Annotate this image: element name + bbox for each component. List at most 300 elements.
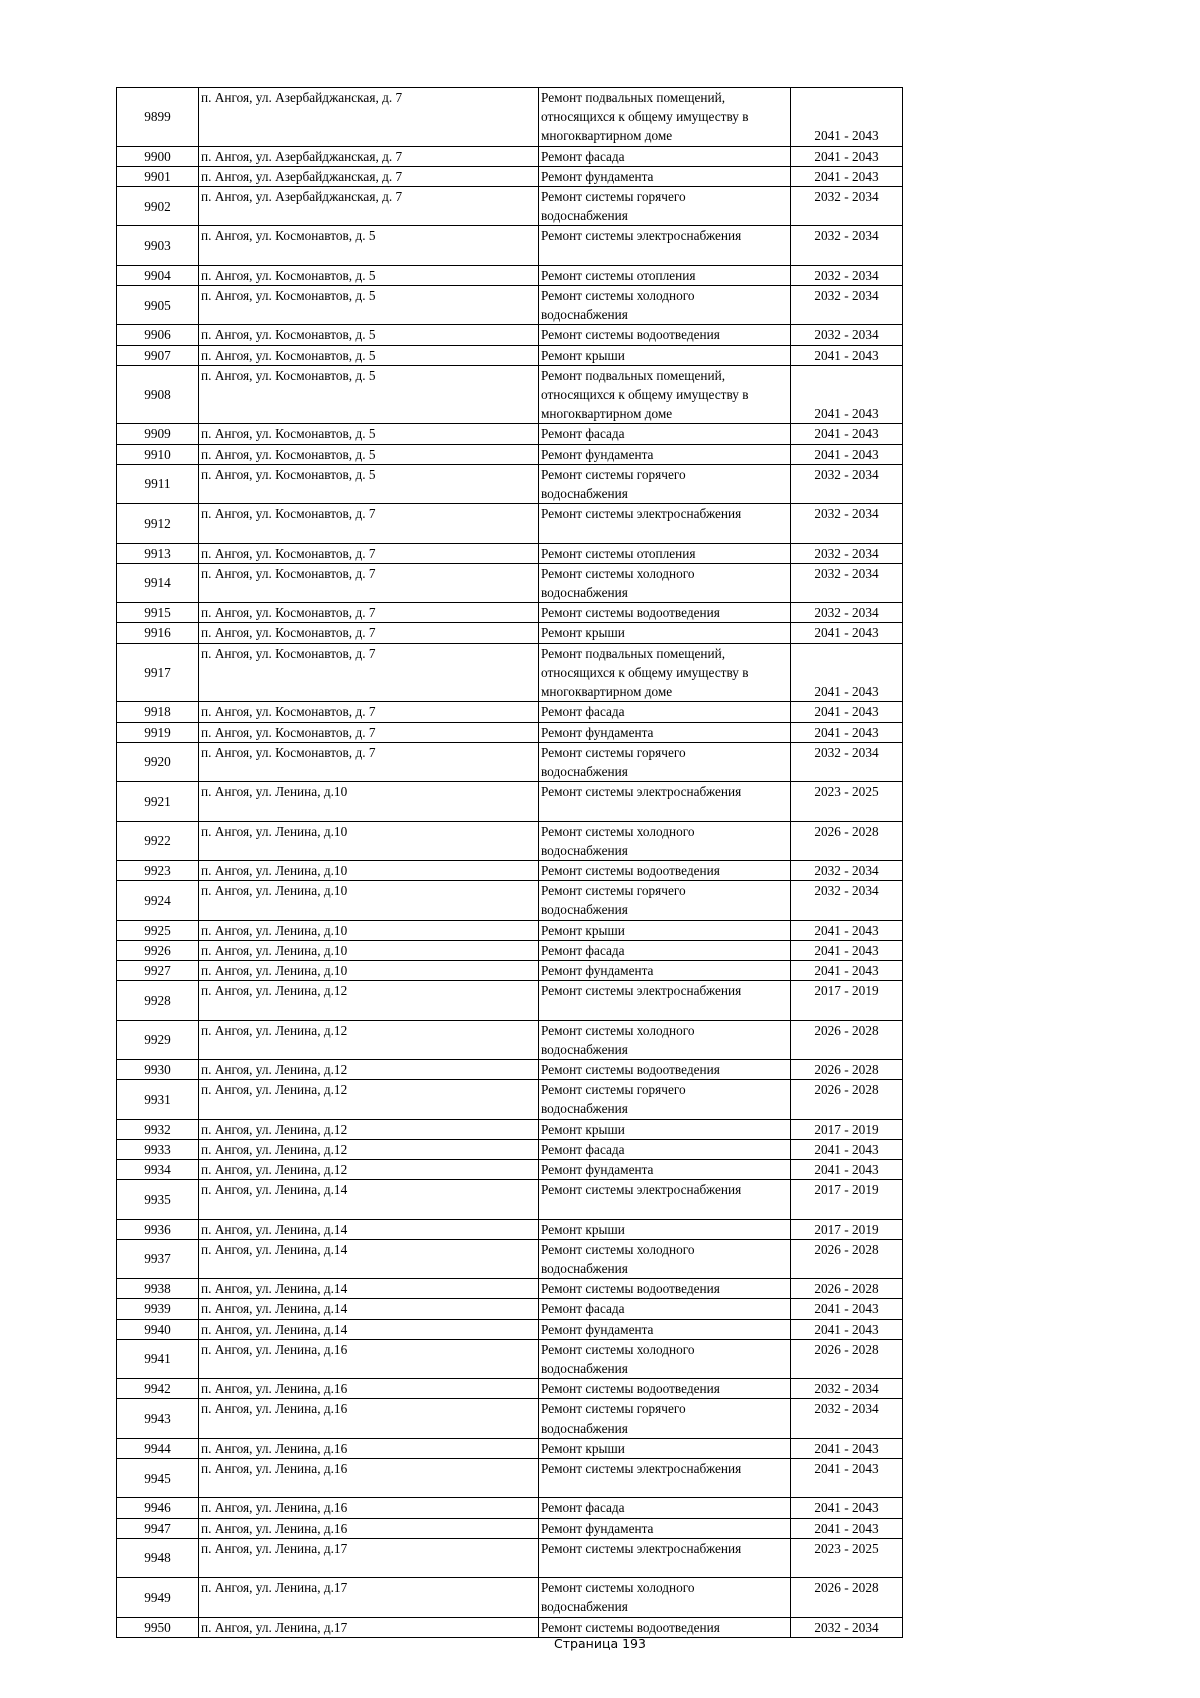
work-type-line: Ремонт системы водоотведения: [541, 327, 720, 343]
table-row: [117, 722, 903, 742]
work-type-cell: [539, 166, 791, 186]
row-number: 9940: [117, 1319, 199, 1339]
table-row: [117, 1578, 903, 1617]
period-cell: 2026 - 2028: [791, 1059, 903, 1079]
work-type-line: Ремонт системы горячего: [541, 189, 686, 205]
period-cell: 2041 - 2043: [791, 702, 903, 722]
table-row: [117, 702, 903, 722]
work-type-line: относящихся к общему имуществу в: [541, 109, 749, 125]
work-type-line: Ремонт системы электроснабжения: [541, 1461, 742, 1477]
work-type-line: Ремонт системы водоотведения: [541, 1281, 720, 1297]
address-cell: п. Ангоя, ул. Ленина, д.10: [199, 920, 539, 940]
row-number: 9912: [117, 504, 199, 543]
period-cell: 2041 - 2043: [791, 146, 903, 166]
work-type-cell: [539, 187, 791, 226]
address-cell: п. Ангоя, ул. Космонавтов, д. 5: [199, 265, 539, 285]
row-number: 9948: [117, 1538, 199, 1577]
address-cell: п. Ангоя, ул. Ленина, д.16: [199, 1399, 539, 1438]
work-type-line: водоснабжения: [541, 307, 628, 323]
address-cell: п. Ангоя, ул. Ленина, д.14: [199, 1180, 539, 1219]
period-cell: 2041 - 2043: [791, 960, 903, 980]
work-type-cell: [539, 1020, 791, 1059]
address-cell: п. Ангоя, ул. Ленина, д.14: [199, 1279, 539, 1299]
period-cell: 2026 - 2028: [791, 1279, 903, 1299]
work-type-line: [541, 1558, 788, 1577]
address-cell: п. Ангоя, ул. Ленина, д.14: [199, 1239, 539, 1278]
address-cell: п. Ангоя, ул. Ленина, д.12: [199, 1139, 539, 1159]
work-type-line: Ремонт фундамента: [541, 724, 654, 740]
table-row: [117, 325, 903, 345]
table-row: [117, 1379, 903, 1399]
address-cell: п. Ангоя, ул. Ленина, д.16: [199, 1339, 539, 1378]
work-type-line: Ремонт фасада: [541, 1500, 625, 1516]
table-row: [117, 146, 903, 166]
work-type-cell: [539, 1080, 791, 1119]
address-cell: п. Ангоя, ул. Космонавтов, д. 5: [199, 464, 539, 503]
row-number: 9925: [117, 920, 199, 940]
work-type-line: Ремонт крыши: [541, 625, 625, 641]
work-type-cell: [539, 226, 791, 265]
work-type-cell: [539, 623, 791, 643]
address-cell: п. Ангоя, ул. Ленина, д.14: [199, 1299, 539, 1319]
work-type-cell: [539, 920, 791, 940]
period-cell: 2032 - 2034: [791, 265, 903, 285]
work-type-cell: [539, 1299, 791, 1319]
row-number: 9932: [117, 1119, 199, 1139]
work-type-cell: [539, 1379, 791, 1399]
work-type-line: Ремонт крыши: [541, 347, 625, 363]
work-type-cell: [539, 345, 791, 365]
work-type-line: Ремонт системы водоотведения: [541, 1619, 720, 1635]
period-cell: 2032 - 2034: [791, 1399, 903, 1438]
table-row: [117, 1059, 903, 1079]
work-type-line: Ремонт системы горячего: [541, 883, 686, 899]
work-type-line: Ремонт фундамента: [541, 1161, 654, 1177]
work-type-line: Ремонт системы холодного: [541, 1580, 695, 1596]
table-row: [117, 782, 903, 821]
table-row: [117, 920, 903, 940]
table-row: [117, 1139, 903, 1159]
row-number: 9935: [117, 1180, 199, 1219]
period-cell: 2041 - 2043: [791, 1438, 903, 1458]
work-type-line: Ремонт системы горячего: [541, 1401, 686, 1417]
address-cell: п. Ангоя, ул. Космонавтов, д. 5: [199, 226, 539, 265]
period-cell: 2026 - 2028: [791, 1239, 903, 1278]
work-type-line: Ремонт системы холодного: [541, 1341, 695, 1357]
work-type-line: водоснабжения: [541, 1260, 628, 1276]
address-cell: п. Ангоя, ул. Азербайджанская, д. 7: [199, 187, 539, 226]
address-cell: п. Ангоя, ул. Ленина, д.12: [199, 1059, 539, 1079]
row-number: 9939: [117, 1299, 199, 1319]
row-number: 9914: [117, 563, 199, 602]
address-cell: п. Ангоя, ул. Космонавтов, д. 7: [199, 504, 539, 543]
address-cell: п. Ангоя, ул. Азербайджанская, д. 7: [199, 146, 539, 166]
address-cell: п. Ангоя, ул. Космонавтов, д. 7: [199, 623, 539, 643]
work-type-line: относящихся к общему имуществу в: [541, 664, 749, 680]
repair-schedule-table: [116, 87, 903, 1638]
row-number: 9928: [117, 981, 199, 1020]
work-type-line: Ремонт крыши: [541, 1440, 625, 1456]
work-type-line: [541, 1199, 788, 1218]
period-cell: 2032 - 2034: [791, 226, 903, 265]
period-cell: 2026 - 2028: [791, 821, 903, 860]
row-number: 9906: [117, 325, 199, 345]
period-cell: 2017 - 2019: [791, 981, 903, 1020]
period-cell: 2017 - 2019: [791, 1119, 903, 1139]
period-cell: 2041 - 2043: [791, 1299, 903, 1319]
work-type-cell: [539, 742, 791, 781]
work-type-line: водоснабжения: [541, 1041, 628, 1057]
table-row: [117, 1080, 903, 1119]
work-type-line: Ремонт фасада: [541, 426, 625, 442]
address-cell: п. Ангоя, ул. Ленина, д.17: [199, 1578, 539, 1617]
work-type-cell: [539, 960, 791, 980]
period-cell: 2041 - 2043: [791, 1319, 903, 1339]
table-row: [117, 960, 903, 980]
work-type-line: Ремонт системы холодного: [541, 565, 695, 581]
address-cell: п. Ангоя, ул. Ленина, д.17: [199, 1538, 539, 1577]
row-number: 9899: [117, 88, 199, 147]
table-row: [117, 265, 903, 285]
work-type-cell: [539, 1119, 791, 1139]
table-row: [117, 1219, 903, 1239]
row-number: 9900: [117, 146, 199, 166]
period-cell: 2017 - 2019: [791, 1219, 903, 1239]
address-cell: п. Ангоя, ул. Космонавтов, д. 7: [199, 603, 539, 623]
work-type-cell: [539, 1279, 791, 1299]
work-type-cell: [539, 286, 791, 325]
work-type-line: относящихся к общему имуществу в: [541, 387, 749, 403]
table-row: [117, 1438, 903, 1458]
table-row: [117, 444, 903, 464]
row-number: 9924: [117, 881, 199, 920]
period-cell: 2026 - 2028: [791, 1339, 903, 1378]
row-number: 9921: [117, 782, 199, 821]
period-cell: 2032 - 2034: [791, 860, 903, 880]
row-number: 9945: [117, 1459, 199, 1498]
table-row: [117, 1339, 903, 1378]
table-row: [117, 1518, 903, 1538]
table-row: [117, 1180, 903, 1219]
period-cell: 2032 - 2034: [791, 187, 903, 226]
work-type-line: водоснабжения: [541, 1599, 628, 1615]
work-type-cell: [539, 444, 791, 464]
table-row: [117, 365, 903, 424]
table-row: [117, 881, 903, 920]
table-row: [117, 821, 903, 860]
period-cell: 2041 - 2043: [791, 1139, 903, 1159]
row-number: 9919: [117, 722, 199, 742]
work-type-cell: [539, 1159, 791, 1179]
work-type-cell: [539, 1538, 791, 1577]
work-type-line: водоснабжения: [541, 1101, 628, 1117]
address-cell: п. Ангоя, ул. Ленина, д.17: [199, 1617, 539, 1637]
address-cell: п. Ангоя, ул. Космонавтов, д. 7: [199, 563, 539, 602]
period-cell: 2041 - 2043: [791, 1459, 903, 1498]
address-cell: п. Ангоя, ул. Ленина, д.10: [199, 860, 539, 880]
row-number: 9926: [117, 940, 199, 960]
work-type-cell: [539, 1578, 791, 1617]
work-type-line: Ремонт системы горячего: [541, 466, 686, 482]
work-type-line: водоснабжения: [541, 763, 628, 779]
address-cell: п. Ангоя, ул. Космонавтов, д. 7: [199, 742, 539, 781]
work-type-cell: [539, 1438, 791, 1458]
work-type-line: Ремонт фундамента: [541, 168, 654, 184]
work-type-cell: [539, 543, 791, 563]
work-type-line: Ремонт системы холодного: [541, 1241, 695, 1257]
address-cell: п. Ангоя, ул. Ленина, д.10: [199, 940, 539, 960]
table-row: [117, 1538, 903, 1577]
row-number: 9950: [117, 1617, 199, 1637]
period-cell: 2032 - 2034: [791, 881, 903, 920]
period-cell: 2017 - 2019: [791, 1180, 903, 1219]
row-number: 9931: [117, 1080, 199, 1119]
row-number: 9913: [117, 543, 199, 563]
table-row: [117, 88, 903, 147]
row-number: 9920: [117, 742, 199, 781]
work-type-cell: [539, 1459, 791, 1498]
address-cell: п. Ангоя, ул. Ленина, д.10: [199, 881, 539, 920]
table-row: [117, 1299, 903, 1319]
work-type-cell: [539, 563, 791, 602]
period-cell: 2041 - 2043: [791, 1518, 903, 1538]
table-row: [117, 543, 903, 563]
address-cell: п. Ангоя, ул. Космонавтов, д. 7: [199, 702, 539, 722]
work-type-line: Ремонт системы водоотведения: [541, 1061, 720, 1077]
work-type-line: Ремонт подвальных помещений,: [541, 645, 726, 661]
row-number: 9908: [117, 365, 199, 424]
row-number: 9907: [117, 345, 199, 365]
table-row: [117, 981, 903, 1020]
row-number: 9943: [117, 1399, 199, 1438]
period-cell: 2032 - 2034: [791, 325, 903, 345]
work-type-cell: [539, 88, 791, 147]
row-number: 9942: [117, 1379, 199, 1399]
row-number: 9903: [117, 226, 199, 265]
row-number: 9934: [117, 1159, 199, 1179]
work-type-cell: [539, 265, 791, 285]
table-row: [117, 226, 903, 265]
page-number: Страница 193: [554, 1636, 646, 1651]
work-type-line: Ремонт системы горячего: [541, 1082, 686, 1098]
period-cell: 2041 - 2043: [791, 88, 903, 147]
work-type-cell: [539, 722, 791, 742]
row-number: 9929: [117, 1020, 199, 1059]
row-number: 9909: [117, 424, 199, 444]
work-type-line: Ремонт системы электроснабжения: [541, 1540, 742, 1556]
row-number: 9938: [117, 1279, 199, 1299]
table-row: [117, 286, 903, 325]
row-number: 9922: [117, 821, 199, 860]
work-type-line: Ремонт системы отопления: [541, 545, 696, 561]
table-row: [117, 345, 903, 365]
period-cell: 2041 - 2043: [791, 1159, 903, 1179]
table-row: [117, 1239, 903, 1278]
work-type-line: Ремонт системы холодного: [541, 1022, 695, 1038]
table-row: [117, 1279, 903, 1299]
period-cell: 2032 - 2034: [791, 504, 903, 543]
work-type-line: водоснабжения: [541, 1420, 628, 1436]
work-type-cell: [539, 1339, 791, 1378]
address-cell: п. Ангоя, ул. Ленина, д.12: [199, 1119, 539, 1139]
work-type-line: многоквартирном доме: [541, 684, 673, 700]
work-type-cell: [539, 504, 791, 543]
work-type-line: многоквартирном доме: [541, 128, 673, 144]
period-cell: 2041 - 2043: [791, 623, 903, 643]
row-number: 9949: [117, 1578, 199, 1617]
work-type-line: Ремонт системы электроснабжения: [541, 784, 742, 800]
row-number: 9915: [117, 603, 199, 623]
work-type-line: водоснабжения: [541, 842, 628, 858]
work-type-line: Ремонт системы электроснабжения: [541, 228, 742, 244]
address-cell: п. Ангоя, ул. Ленина, д.12: [199, 1080, 539, 1119]
period-cell: 2032 - 2034: [791, 286, 903, 325]
address-cell: п. Ангоя, ул. Азербайджанская, д. 7: [199, 166, 539, 186]
work-type-cell: [539, 1239, 791, 1278]
work-type-line: Ремонт системы горячего: [541, 744, 686, 760]
table-body: [117, 88, 903, 1638]
work-type-line: Ремонт подвальных помещений,: [541, 367, 726, 383]
period-cell: 2023 - 2025: [791, 1538, 903, 1577]
work-type-cell: [539, 1139, 791, 1159]
work-type-line: [541, 246, 788, 265]
work-type-cell: [539, 1617, 791, 1637]
table-row: [117, 424, 903, 444]
work-type-cell: [539, 424, 791, 444]
row-number: 9933: [117, 1139, 199, 1159]
address-cell: п. Ангоя, ул. Ленина, д.16: [199, 1379, 539, 1399]
address-cell: п. Ангоя, ул. Ленина, д.10: [199, 821, 539, 860]
address-cell: п. Ангоя, ул. Азербайджанская, д. 7: [199, 88, 539, 147]
address-cell: п. Ангоя, ул. Ленина, д.12: [199, 981, 539, 1020]
period-cell: 2026 - 2028: [791, 1020, 903, 1059]
work-type-cell: [539, 860, 791, 880]
period-cell: 2032 - 2034: [791, 742, 903, 781]
work-type-line: Ремонт фасада: [541, 942, 625, 958]
work-type-cell: [539, 940, 791, 960]
period-cell: 2032 - 2034: [791, 464, 903, 503]
table-row: [117, 187, 903, 226]
row-number: 9911: [117, 464, 199, 503]
address-cell: п. Ангоя, ул. Космонавтов, д. 5: [199, 424, 539, 444]
row-number: 9941: [117, 1339, 199, 1378]
work-type-line: Ремонт системы водоотведения: [541, 1381, 720, 1397]
work-type-line: Ремонт крыши: [541, 1221, 625, 1237]
work-type-line: многоквартирном доме: [541, 406, 673, 422]
period-cell: 2041 - 2043: [791, 940, 903, 960]
work-type-line: водоснабжения: [541, 585, 628, 601]
table-row: [117, 1319, 903, 1339]
row-number: 9944: [117, 1438, 199, 1458]
work-type-line: [541, 523, 788, 542]
work-type-line: Ремонт системы холодного: [541, 823, 695, 839]
address-cell: п. Ангоя, ул. Космонавтов, д. 7: [199, 722, 539, 742]
table-row: [117, 1498, 903, 1518]
work-type-line: [541, 801, 788, 820]
address-cell: п. Ангоя, ул. Ленина, д.14: [199, 1319, 539, 1339]
period-cell: 2041 - 2043: [791, 345, 903, 365]
table-row: [117, 742, 903, 781]
table-row: [117, 563, 903, 602]
address-cell: п. Ангоя, ул. Космонавтов, д. 5: [199, 345, 539, 365]
row-number: 9916: [117, 623, 199, 643]
work-type-cell: [539, 1319, 791, 1339]
row-number: 9936: [117, 1219, 199, 1239]
period-cell: 2026 - 2028: [791, 1578, 903, 1617]
work-type-cell: [539, 821, 791, 860]
row-number: 9923: [117, 860, 199, 880]
work-type-cell: [539, 1498, 791, 1518]
table-row: [117, 464, 903, 503]
address-cell: п. Ангоя, ул. Ленина, д.14: [199, 1219, 539, 1239]
work-type-line: Ремонт фундамента: [541, 962, 654, 978]
address-cell: п. Ангоя, ул. Космонавтов, д. 5: [199, 325, 539, 345]
address-cell: п. Ангоя, ул. Ленина, д.10: [199, 960, 539, 980]
period-cell: 2032 - 2034: [791, 603, 903, 623]
address-cell: п. Ангоя, ул. Космонавтов, д. 5: [199, 286, 539, 325]
address-cell: п. Ангоя, ул. Ленина, д.16: [199, 1498, 539, 1518]
row-number: 9918: [117, 702, 199, 722]
work-type-line: [541, 1478, 788, 1497]
row-number: 9901: [117, 166, 199, 186]
period-cell: 2041 - 2043: [791, 424, 903, 444]
work-type-line: Ремонт системы электроснабжения: [541, 506, 742, 522]
row-number: 9946: [117, 1498, 199, 1518]
work-type-line: Ремонт подвальных помещений,: [541, 90, 726, 105]
table-row: [117, 1159, 903, 1179]
address-cell: п. Ангоя, ул. Ленина, д.10: [199, 782, 539, 821]
work-type-line: Ремонт системы электроснабжения: [541, 1182, 742, 1198]
row-number: 9927: [117, 960, 199, 980]
address-cell: п. Ангоя, ул. Ленина, д.16: [199, 1518, 539, 1538]
work-type-line: Ремонт фасада: [541, 1301, 625, 1317]
work-type-cell: [539, 1180, 791, 1219]
work-type-line: Ремонт системы водоотведения: [541, 862, 720, 878]
work-type-line: Ремонт фундамента: [541, 1520, 654, 1536]
work-type-line: Ремонт системы водоотведения: [541, 605, 720, 621]
period-cell: 2041 - 2043: [791, 1498, 903, 1518]
work-type-line: Ремонт системы отопления: [541, 267, 696, 283]
work-type-line: Ремонт системы электроснабжения: [541, 983, 742, 999]
table-row: [117, 1617, 903, 1637]
row-number: 9904: [117, 265, 199, 285]
address-cell: п. Ангоя, ул. Космонавтов, д. 7: [199, 543, 539, 563]
address-cell: п. Ангоя, ул. Ленина, д.16: [199, 1438, 539, 1458]
work-type-cell: [539, 702, 791, 722]
table-row: [117, 1020, 903, 1059]
table-row: [117, 1459, 903, 1498]
work-type-line: Ремонт системы холодного: [541, 288, 695, 304]
row-number: 9910: [117, 444, 199, 464]
period-cell: 2023 - 2025: [791, 782, 903, 821]
row-number: 9937: [117, 1239, 199, 1278]
table-row: [117, 860, 903, 880]
table-row: [117, 504, 903, 543]
period-cell: 2026 - 2028: [791, 1080, 903, 1119]
work-type-cell: [539, 464, 791, 503]
address-cell: п. Ангоя, ул. Ленина, д.12: [199, 1020, 539, 1059]
address-cell: п. Ангоя, ул. Ленина, д.12: [199, 1159, 539, 1179]
period-cell: 2041 - 2043: [791, 166, 903, 186]
work-type-line: Ремонт фасада: [541, 704, 625, 720]
work-type-line: водоснабжения: [541, 486, 628, 502]
work-type-cell: [539, 1059, 791, 1079]
row-number: 9930: [117, 1059, 199, 1079]
work-type-cell: [539, 1219, 791, 1239]
address-cell: п. Ангоя, ул. Космонавтов, д. 5: [199, 444, 539, 464]
work-type-line: Ремонт крыши: [541, 1121, 625, 1137]
address-cell: п. Ангоя, ул. Космонавтов, д. 7: [199, 643, 539, 702]
